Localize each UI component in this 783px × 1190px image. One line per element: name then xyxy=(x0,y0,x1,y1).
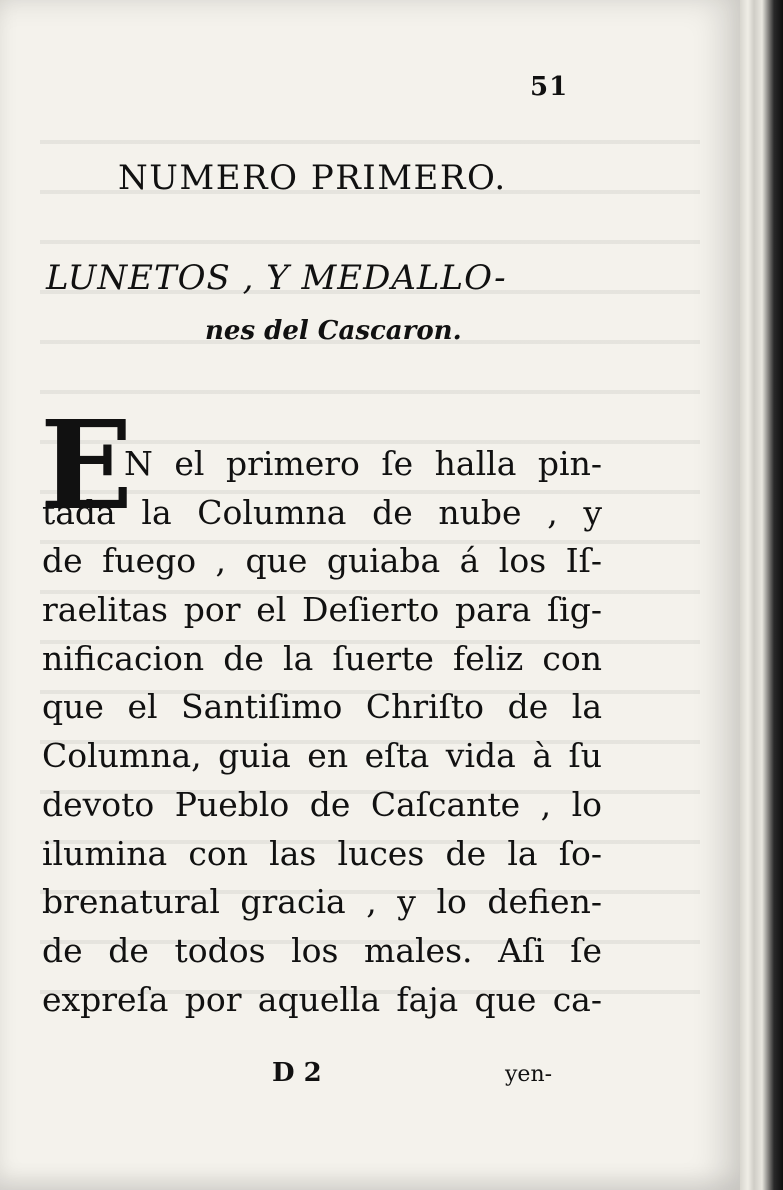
body-line: N el primero ſe halla pin- xyxy=(124,444,602,483)
page-edge xyxy=(740,0,783,1190)
section-subheading-continuation: nes del Cascaron. xyxy=(205,316,462,346)
body-line: brenatural gracia , y lo defien- xyxy=(42,882,602,922)
body-line: expreſa por aquella faja que ca- xyxy=(42,979,602,1019)
page-number: 51 xyxy=(530,72,569,102)
body-line: devoto Pueblo de Caſcante , lo xyxy=(42,784,602,824)
body-paragraph xyxy=(42,440,602,1024)
body-line: de de todos los males. Aſi ſe xyxy=(42,930,602,970)
drop-cap: E xyxy=(40,393,133,537)
catchword: yen- xyxy=(505,1062,553,1087)
section-subheading: LUNETOS , Y MEDALLO- xyxy=(46,258,507,298)
section-heading: NUMERO PRIMERO. xyxy=(118,158,507,198)
body-line: tada la Columna de nube , y xyxy=(42,492,602,532)
signature-mark: D 2 xyxy=(272,1058,322,1088)
body-line: nificacion de la ſuerte feliz con xyxy=(42,638,602,678)
body-line: Columna, guia en eſta vida à ſu xyxy=(42,736,602,776)
body-line: que el Santiſimo Chriſto de la xyxy=(42,687,602,727)
body-line: raelitas por el Deſierto para ſig- xyxy=(42,590,602,630)
body-line: de fuego , que guiaba á los Iſ- xyxy=(42,541,602,581)
body-line: ilumina con las luces de la ſo- xyxy=(42,833,602,873)
